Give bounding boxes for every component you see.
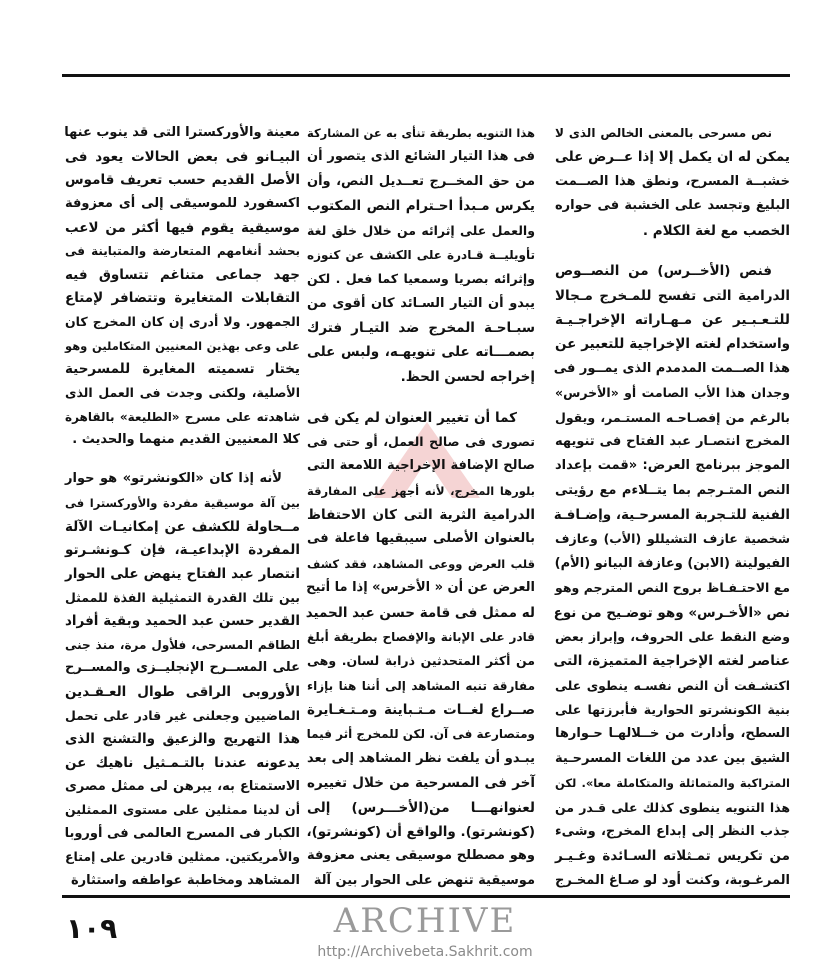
text-line: الأصلية، ولكنى وجدت فى العمل الذى: [65, 384, 300, 400]
text-line: تصورى فى صالح العمل، أو حتى فى: [307, 433, 535, 449]
text-line: إخراجه لحسن الحظ.: [400, 368, 535, 385]
text-line: والعمل على إثرائه من خلال خلق لغة: [307, 222, 535, 238]
text-line: مع الاحتـفـاظ بروح النص المترجم وهو: [555, 580, 790, 596]
text-line: قلب العرض ووعى المشاهد، فقد كشف: [307, 556, 535, 571]
text-line: موسيقية تنهض على الحوار بين آلة: [313, 872, 535, 888]
text-line: تأويليــة قـادرة على الكشف عن كنوزه: [307, 247, 535, 262]
text-line: خشبــة المسرح، ونطق هذا الصــمت: [555, 173, 790, 189]
text-line: من حق المخــرج تعــديل النص، وأن: [307, 173, 535, 189]
text-line: مــحاولة للكشف عن إمكانيـات الآلة: [65, 518, 300, 535]
text-line: (كونشرتو). والواقع أن (كونشرتو)،: [306, 823, 535, 840]
text-line: الاستمتاع به، يبرهن لى ممثل مصرى: [65, 778, 300, 794]
text-line: وضع النقط على الحروف، وإبراز بعض: [555, 628, 790, 644]
text-line: للتـعـبـير عن مـهـاراته الإخراجـيـة: [555, 312, 790, 328]
text-line: يكرس مـبدأ احـترام النص المكتوب: [307, 198, 535, 215]
text-line: القدير حسن عبد الحميد وبقية أفراد: [65, 613, 300, 630]
text-line: شاهدته على مسرح «الطليعة» بالقاهرة: [65, 409, 300, 424]
watermark-word: ARCHIVE: [333, 901, 517, 941]
text-line: مفارقة تنبه المشاهد إلى أننا هنا بإزاء: [307, 678, 535, 693]
text-line: على وعى بهذين المعنيين المتكاملين وهو: [65, 338, 300, 353]
text-line: بين آلة موسيقية مفردة والأوركسترا فى: [65, 496, 300, 510]
text-line: يدعونه عندنا بالتـمـثيل ناهيك عن: [65, 754, 300, 771]
text-line: معينة والأوركسترا التى قد ينوب عنها: [64, 125, 300, 140]
text-line: الأوروبى الراقى طوال العـقـدين: [65, 684, 300, 700]
text-line: الماضيين وجعلنى غير قادر على تحمل: [65, 707, 300, 723]
text-line: المخرج انتصـار عبد الفتاح فى تنويهه: [555, 433, 790, 449]
text-line: هذا التنويه بطريقة تنأى به عن المشاركة: [307, 126, 535, 140]
text-line: الجمهور. ولا أدرى إن كان المخرج كان: [65, 314, 300, 329]
text-line: العرض عن أن « الأخرس» إذا ما أتيح: [306, 580, 535, 596]
text-line: بصمـــاته على تنويهـه، ولبس على: [307, 344, 535, 361]
text-line: صــراع لغــات مـتـباينة ومـتـغـايرة: [307, 702, 535, 718]
bottom-rule: [62, 895, 790, 898]
watermark-url: http://Archivebeta.Sakhrit.com: [317, 944, 533, 960]
text-line: موسيقية يقوم فيها أكثر من لاعب: [65, 219, 300, 236]
paragraph-gap: [555, 246, 790, 256]
text-line: بحشد أنغامهم المتعارضة والمتباينة فى: [65, 244, 300, 259]
text-line: ومتصارعة فى آن. لكن للمخرج أثر فيما: [306, 727, 535, 742]
text-line: وجدان هذا الأب الصامت أو «الأخرس»: [555, 385, 790, 401]
text-line: يبدو أن التيار السـائد كان أقوى من: [307, 295, 535, 311]
text-line: من أكثر المتحدثين ذرابة لسان. وهى: [307, 653, 535, 669]
paragraph-gap: [307, 392, 535, 402]
text-line: صالح الإضافة الإخراجية اللامعة التى: [307, 458, 535, 474]
text-line: آخر فى المسرحية من خلال تغييره: [307, 775, 535, 792]
text-line: واستخدام لغته الإخراجية للتعبير عن: [555, 336, 790, 353]
text-line: الخصب مع لغة الكلام .: [642, 222, 790, 239]
text-line: الطاقم المسرحى، فلأول مرة، منذ جنى: [65, 637, 300, 652]
text-line: فنص (الأخــرس) من النصــوص: [555, 263, 772, 280]
text-line: وهو مصطلح موسيقى يعنى معزوفة: [307, 848, 535, 864]
text-line: الفنية للتـجربة المسرحـية، وإضـافـة: [553, 507, 790, 523]
text-line: بلورها المخرج، لأنه أجهز على المفارقة: [307, 483, 535, 498]
page-number: ١٠٩: [66, 912, 118, 945]
text-line: الدرامية الثرية التى كان الاحتفاظ: [307, 507, 535, 523]
text-line: يبـدو أن يلفت نظر المشاهد إلى بعد: [307, 750, 535, 766]
text-line: هذا التهريج والزعيق والتشنج الذى: [65, 731, 300, 748]
text-line: اكسفورد للموسيقى إلى أى معزوفة: [65, 195, 300, 211]
top-rule: [62, 74, 790, 77]
text-line: النص المتـرجم بما يتــلاءم مع رؤيتى: [555, 482, 790, 498]
article-column-middle: [307, 124, 535, 890]
text-line: السطح، وأدارت من خــلالهـا حـوارها: [555, 726, 790, 742]
text-line: المفردة الإبداعيـة، فإن كـونشـرتو: [65, 542, 300, 559]
text-line: الأصل القديم حسب تعريف قاموس: [65, 172, 300, 189]
text-line: المشاهد ومخاطبة عواطفه واستثارة: [70, 873, 300, 888]
text-line: له ممثل فى قامة حسن عبد الحميد: [305, 604, 535, 621]
text-line: على المســرح الإنجليــزى والمســرح: [65, 660, 300, 676]
text-line: قادر على الإبانة والإفصاح بطريقة أبلغ: [307, 629, 535, 644]
text-line: فى هذا التيار الشائع الذى يتصور أن: [307, 149, 535, 165]
text-line: الموجز ببرنامج العرض: «قمت بإعداد: [555, 458, 790, 474]
text-line: بالعنوان الأصلى سيبقيها فاعلة فى: [307, 531, 535, 547]
text-line: عناصر لغته الإخراجية المتميزة، التى: [553, 653, 790, 670]
text-line: لعنوانهـــا من(الأخـــرس) إلى: [307, 799, 535, 816]
text-line: نص مسرحى بالمعنى الخالص الذى لا: [555, 126, 772, 140]
text-line: نص «الأخـرس» وهو توضـيح من نوع: [553, 604, 790, 621]
text-line: انتصار عبد الفتاح ينهض على الحوار: [65, 565, 300, 582]
text-line: البليغ وتجسد على الخشبة فى حواره: [555, 198, 790, 214]
text-line: وإثرائه بصريا وسمعيا كما فعل . لكن: [307, 271, 535, 287]
article-column-right: [555, 124, 790, 890]
text-line: التقابلات المتغايرة وتتضافر لإمتاع: [65, 290, 300, 307]
text-line: اكتشـفت أن النص نفسـه ينطوى على: [555, 677, 790, 693]
text-line: شخصية عازف التشيللو (الأب) وعازف: [555, 531, 790, 547]
text-line: المرغـوبة، وكنت أود لو صـاغ المخـرج: [555, 872, 790, 888]
text-line: الفيولينة (الابن) وعازفة البيانو (الأم): [554, 555, 790, 571]
text-line: أن لدينا ممثلين على مستوى الممثلين: [65, 802, 300, 818]
text-line: كما أن تغيير العنوان لم يكن فى: [307, 409, 517, 426]
text-line: يختار تسميته المغايرة للمسرحية: [65, 361, 300, 378]
text-line: المتراكبة والمتماثلة والمتكاملة معا». لكن: [555, 776, 790, 791]
text-line: كلا المعنيين القديم منهما والحديث .: [72, 432, 300, 448]
text-line: سبـاحـة المخرج ضد التيـار فترك: [307, 320, 535, 336]
text-line: بالرغم من إفصـاحـه المستـمر، ويقول: [555, 409, 790, 425]
text-line: هذا الصــمت المدمدم الذى يمــور فى: [553, 360, 790, 376]
article-column-left: [65, 124, 300, 890]
paragraph-gap: [65, 455, 300, 465]
text-line: لأنه إذا كان «الكونشرتو» هو حوار: [65, 471, 282, 487]
text-line: الشيق بين عدد من اللغات المسرحـية: [555, 750, 790, 766]
text-line: الدرامية التى تفسح للمـخرج مـجالا: [555, 287, 790, 304]
text-line: هذا التنويه ينطوى كذلك على قـدر من: [555, 799, 790, 815]
text-line: البيـانو فى بعض الحالات يعود فى: [65, 148, 300, 165]
text-line: الكبار فى المسرح العالمى فى أوروبا: [64, 825, 300, 841]
text-line: بنية الكونشرتو الحوارية فأبرزتها على: [555, 702, 790, 717]
text-line: بين تلك القدرة التمثيلية الفذة للممثل: [65, 589, 300, 605]
text-line: والأمريكتين. ممثلين قادرين على إمتاع: [65, 849, 300, 865]
text-line: يمكن له ان يكمل إلا إذا عــرض على: [555, 149, 790, 166]
text-line: جذب النظر إلى إبداع المخرج، وشىء: [555, 823, 790, 839]
text-line: جهد جماعى متناغم تتساوق فيه: [65, 266, 300, 283]
text-line: من تكريس تمـثلاته السـائدة وغـيـر: [555, 848, 790, 865]
